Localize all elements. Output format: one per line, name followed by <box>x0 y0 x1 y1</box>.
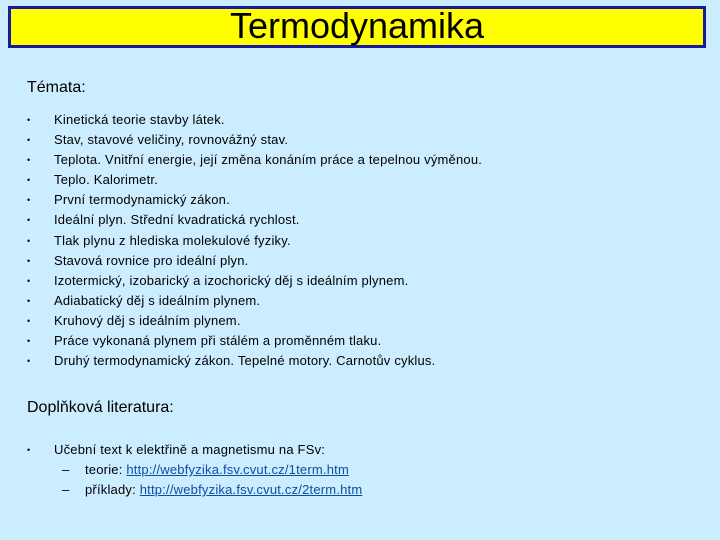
literature-heading: Doplňková literatura: <box>27 399 174 416</box>
literature-subitem-content <box>85 480 362 500</box>
bullet-icon: • <box>27 356 31 367</box>
topic-item-text: Práce vykonaná plynem při stálém a proměnném tlaku. <box>54 333 382 349</box>
bullet-icon: • <box>27 445 31 455</box>
bullet-icon: • <box>27 295 31 306</box>
title-box <box>8 6 706 48</box>
bullet-icon: • <box>27 215 31 226</box>
bullet-icon: • <box>27 255 31 266</box>
topic-item-text: Izotermický, izobarický a izochorický děj s ideálním plynem. <box>54 272 409 288</box>
topic-item-text: Kruhový děj s ideálním plynem. <box>54 312 241 328</box>
dash-icon: – <box>62 482 70 497</box>
literature-item-text: Učební text k elektřině a magnetismu na FSv: <box>54 442 326 457</box>
topics-heading: Témata: <box>27 79 86 96</box>
bullet-icon: • <box>27 195 31 206</box>
topic-item-text: První termodynamický zákon. <box>54 192 230 208</box>
topic-item-text: Druhý termodynamický zákon. Tepelné motory. Carnotův cyklus. <box>54 353 436 369</box>
bullet-icon: • <box>27 275 31 286</box>
bullet-icon: • <box>27 315 31 326</box>
bullet-icon: • <box>27 115 31 125</box>
link-theory[interactable]: http://webfyzika.fsv.cvut.cz/1term.htm <box>126 462 349 477</box>
topic-item-text: Stav, stavové veličiny, rovnovážný stav. <box>54 132 289 148</box>
subitem-label-theory: teorie: <box>85 462 127 477</box>
topic-item-text: Teplota. Vnitřní energie, její změna konáním práce a tepelnou výměnou. <box>54 152 483 168</box>
slide-title: Termodynamika <box>229 5 485 46</box>
topic-item-text: Stavová rovnice pro ideální plyn. <box>54 252 249 268</box>
topic-item-text: Kinetická teorie stavby látek. <box>54 112 225 127</box>
literature-subitem-content <box>85 460 349 480</box>
subitem-label-examples: příklady: <box>85 482 140 497</box>
bullet-icon: • <box>27 175 31 186</box>
dash-icon: – <box>62 462 70 477</box>
topic-item-text: Adiabatický děj s ideálním plynem. <box>54 292 261 308</box>
topic-item-text: Teplo. Kalorimetr. <box>54 172 159 188</box>
topic-item-text: Ideální plyn. Střední kvadratická rychlost. <box>54 212 300 228</box>
bullet-icon: • <box>27 235 31 246</box>
bullet-icon: • <box>27 155 31 166</box>
bullet-icon: • <box>27 135 31 146</box>
bullet-icon: • <box>27 336 31 347</box>
link-examples[interactable]: http://webfyzika.fsv.cvut.cz/2term.htm <box>139 482 363 497</box>
topic-item-text: Tlak plynu z hlediska molekulové fyziky. <box>54 232 291 248</box>
